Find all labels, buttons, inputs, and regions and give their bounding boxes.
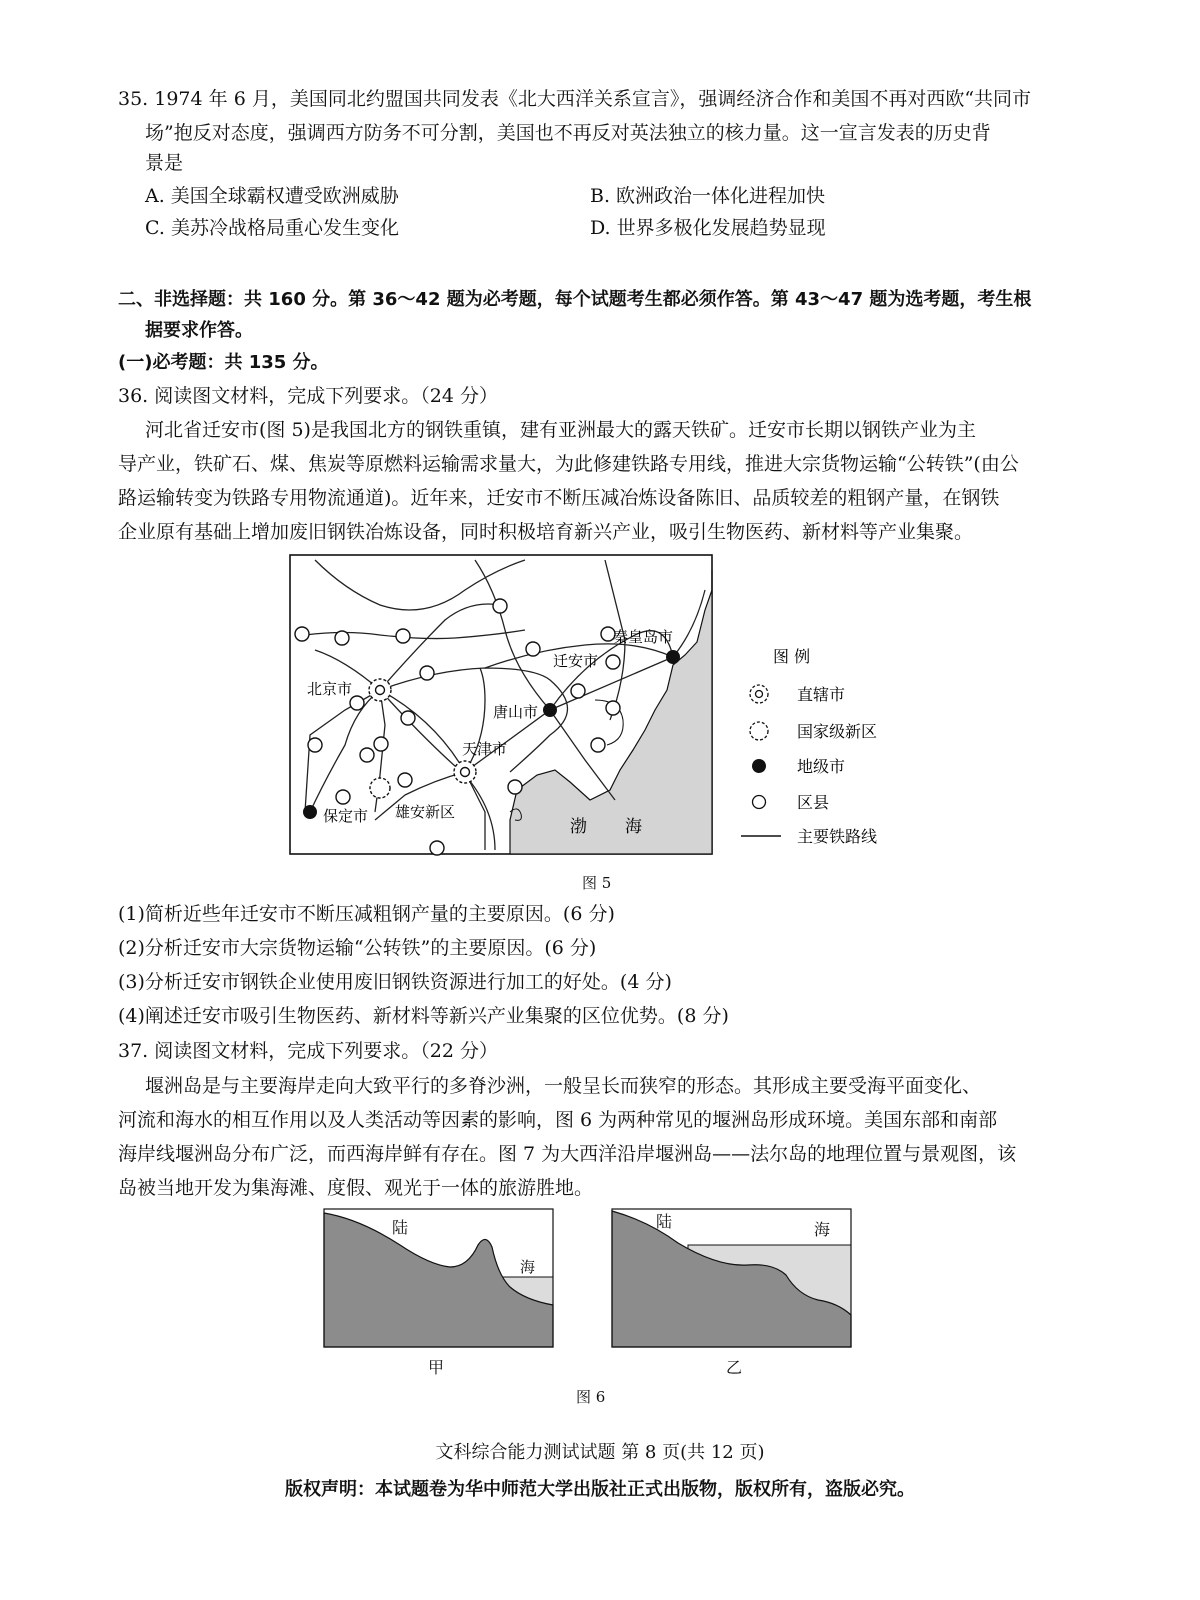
beijing-marker: [369, 679, 391, 701]
baoding-marker: [303, 805, 317, 819]
legend-railway-label: 主要铁路线: [797, 827, 878, 846]
label-qinhuangdao: 秦皇岛市: [613, 628, 674, 646]
q35-option-d: D. 世界多极化发展趋势显现: [590, 217, 826, 239]
q35-stem-line1: 35. 1974 年 6 月，美国同北约盟国共同发表《北大西洋关系宣言》，强调经济合作和美国不再对西欧“共同市: [118, 88, 1032, 110]
legend-municipality-icon: [750, 685, 768, 703]
q37-para-line2: 河流和海水的相互作用以及人类活动等因素的影响，图 6 为两种常见的堰洲岛形成环境。美国东部和南部: [118, 1109, 998, 1131]
q36-sub-question-2: (2)分析迁安市大宗货物运输“公转铁”的主要原因。(6 分): [118, 937, 597, 959]
section2-heading-line2: 据要求作答。: [145, 320, 253, 341]
q35-option-b: B. 欧洲政治一体化进程加快: [590, 185, 826, 207]
label-baoding: 保定市: [323, 807, 369, 825]
yi-panel-label: 乙: [726, 1358, 743, 1377]
q35-option-a: A. 美国全球霸权遭受欧洲威胁: [145, 185, 399, 207]
q37-para-line3: 海岸线堰洲岛分布广泛，而西海岸鲜有存在。图 7 为大西洋沿岸堰洲岛——法尔岛的地理位置与景观图，该: [118, 1143, 1017, 1165]
figure5-legend: [735, 640, 905, 855]
legend-prefecture-icon: [752, 759, 766, 773]
q36-sub-question-4: (4)阐述迁安市吸引生物医药、新材料等新兴产业集聚的区位优势。(8 分): [118, 1005, 729, 1027]
q37-para-line1: 堰洲岛是与主要海岸走向大致平行的多脊沙洲，一般呈长而狭窄的形态。其形成主要受海平面变化、: [145, 1075, 982, 1097]
legend-county-icon: [753, 796, 766, 809]
q35-stem-line2: 场”抱反对态度，强调西方防务不可分割，美国也不再反对英法独立的核力量。这一宣言发表的历史背: [145, 122, 991, 144]
jia-sea-label: 海: [520, 1258, 536, 1276]
q36-para-line3: 路运输转变为铁路专用物流通道)。近年来，迁安市不断压减冶炼设备陈旧、品质较差的粗钢产量，在钢铁: [118, 487, 1000, 509]
legend-county-label: 区县: [797, 793, 830, 812]
q37-para-line4: 岛被当地开发为集海滩、度假、观光于一体的旅游胜地。: [118, 1177, 594, 1199]
q36-sub-question-1: (1)简析近些年迁安市不断压减粗钢产量的主要原因。(6 分): [118, 903, 615, 925]
q35-stem-line3: 景是: [145, 152, 184, 174]
legend-new-area-icon: [750, 722, 768, 740]
tianjin-marker: [454, 761, 476, 783]
label-bohai-2: 海: [625, 817, 642, 837]
q36-para-line1: 河北省迁安市(图 5)是我国北方的钢铁重镇，建有亚洲最大的露天铁矿。迁安市长期以钢铁产业为主: [145, 419, 976, 441]
section2-heading-line1: 二、非选择题：共 160 分。第 36～42 题为必考题，每个试题考生都必须作答。第 43～47 题为选考题，考生根: [118, 289, 1032, 310]
legend-new-area-label: 国家级新区: [797, 722, 878, 741]
copyright-notice: 版权声明：本试题卷为华中师范大学出版社正式出版物，版权所有，盗版必究。: [285, 1479, 915, 1500]
label-bohai-1: 渤: [570, 817, 587, 837]
q37-title: 37. 阅读图文材料，完成下列要求。（22 分）: [118, 1040, 498, 1062]
figure5-caption: 图 5: [582, 874, 612, 892]
label-qianan: 迁安市: [553, 652, 599, 670]
tangshan-marker: [543, 703, 557, 717]
label-beijing: 北京市: [307, 680, 353, 698]
jia-land-label: 陆: [392, 1218, 409, 1237]
page-footer: 文科综合能力测试试题 第 8 页(共 12 页): [435, 1442, 765, 1463]
section2-subheading: (一)必考题：共 135 分。: [118, 352, 329, 373]
legend-municipality-label: 直辖市: [797, 685, 846, 704]
yi-sea-label: 海: [814, 1220, 831, 1239]
figure6-caption: 图 6: [576, 1388, 606, 1406]
figure5-railway-map: [285, 550, 725, 860]
legend-prefecture-label: 地级市: [797, 757, 846, 776]
q36-sub-question-3: (3)分析迁安市钢铁企业使用废旧钢铁资源进行加工的好处。(4 分): [118, 971, 672, 993]
figure6-panel-yi: [608, 1205, 858, 1380]
jia-panel-label: 甲: [428, 1358, 445, 1377]
yi-land-label: 陆: [656, 1212, 673, 1231]
xiongan-marker: [370, 778, 390, 798]
label-tianjin: 天津市: [462, 740, 508, 758]
legend-title: 图 例: [773, 647, 811, 666]
q36-title: 36. 阅读图文材料，完成下列要求。（24 分）: [118, 385, 498, 407]
q36-para-line4: 企业原有基础上增加废旧钢铁冶炼设备，同时积极培育新兴产业，吸引生物医药、新材料等产业集聚。: [118, 521, 974, 543]
q35-option-c: C. 美苏冷战格局重心发生变化: [145, 217, 399, 239]
q36-para-line2: 导产业，铁矿石、煤、焦炭等原燃料运输需求量大，为此修建铁路专用线，推进大宗货物运输“公转铁”(由公: [118, 453, 1019, 475]
label-xiongan: 雄安新区: [395, 803, 456, 821]
label-tangshan: 唐山市: [493, 703, 539, 721]
figure6-panel-jia: [320, 1205, 560, 1380]
qinhuangdao-marker: [666, 650, 680, 664]
